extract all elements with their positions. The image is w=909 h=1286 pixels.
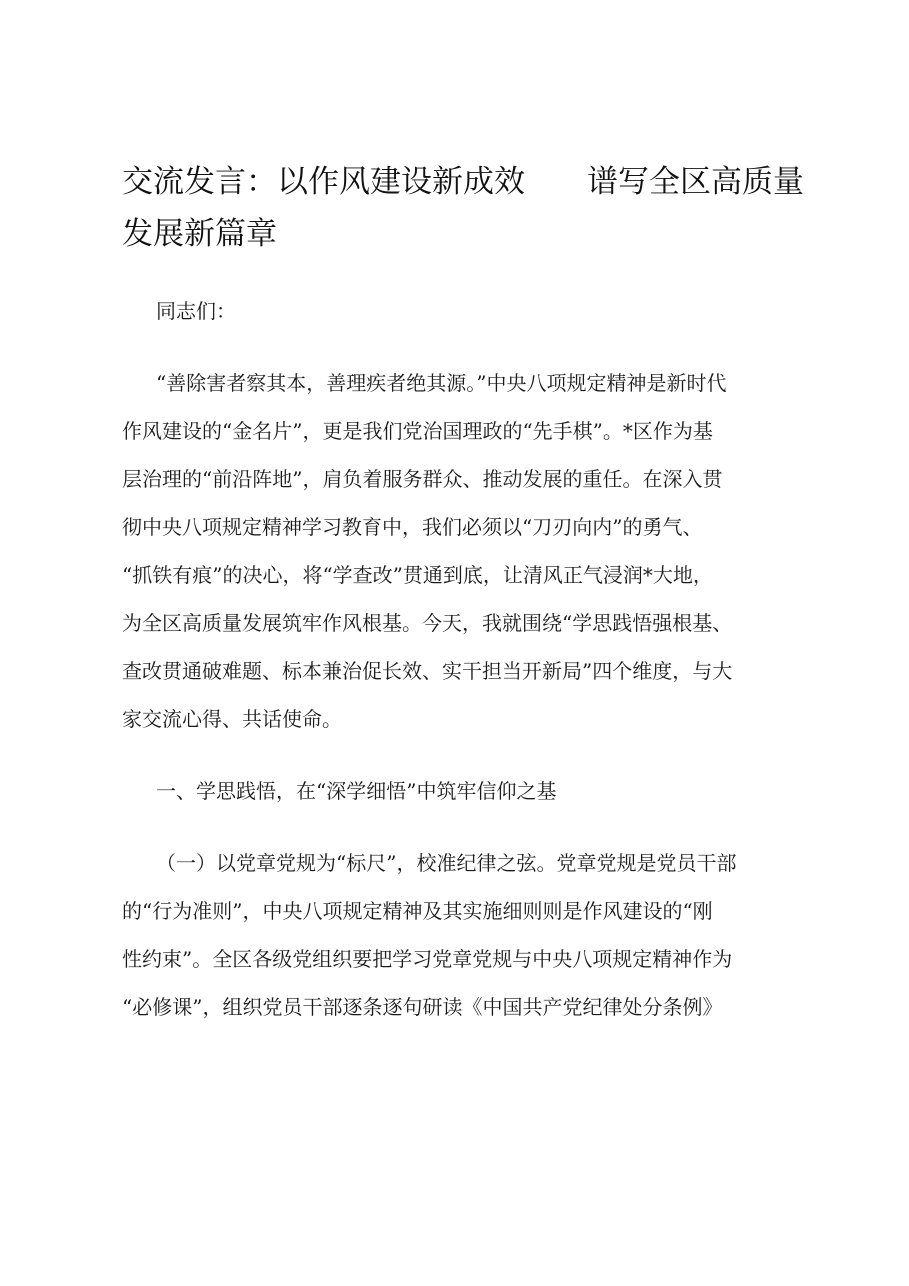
title-line: 交流发言：以作风建设新成效 谱写全区高质量 — [122, 164, 804, 200]
subsection-paragraph — [122, 839, 798, 1031]
title-line: 发展新篇章 — [122, 216, 277, 252]
paragraph-line: 作风建设的“金名片”，更是我们党治国理政的“先手棋”。*区作为基 — [122, 419, 713, 443]
paragraph-line: 层治理的“前沿阵地”，肩负着服务群众、推动发展的重任。在深入贯 — [122, 467, 723, 491]
paragraph-line: 家交流心得、共话使命。 — [122, 707, 342, 731]
paragraph-line: “抓铁有痕”的决心，将“学查改”贯通到底，让清风正气浸润*大地， — [122, 563, 713, 587]
paragraph-line: “必修课”，组织党员干部逐条逐句研读《中国共产党纪律处分条例》 — [122, 995, 723, 1019]
paragraph-line: “善除害者察其本，善理疾者绝其源。”中央八项规定精神是新时代 — [156, 371, 727, 395]
document-title — [122, 156, 812, 260]
paragraph-line: 性约束”。全区各级党组织要把学习党章党规与中央八项规定精神作为 — [122, 947, 733, 971]
document-body — [122, 287, 798, 1055]
section-heading: 一、学思践悟，在“深学细悟”中筑牢信仰之基 — [156, 779, 557, 803]
paragraph-line: 彻中央八项规定精神学习教育中，我们必须以“刀刃向内”的勇气、 — [122, 515, 703, 539]
paragraph-line: 查改贯通破难题、标本兼治促长效、实干担当开新局”四个维度，与大 — [122, 659, 733, 683]
paragraph-line: 的“行为准则”，中央八项规定精神及其实施细则则是作风建设的“刚 — [122, 899, 713, 923]
intro-paragraph — [122, 359, 798, 743]
paragraph-line: 为全区高质量发展筑牢作风根基。今天，我就围绕“学思践悟强根基、 — [122, 611, 733, 635]
paragraph-line: （一）以党章党规为“标尺”，校准纪律之弦。党章党规是党员干部 — [156, 851, 737, 875]
salutation: 同志们： — [156, 299, 236, 323]
